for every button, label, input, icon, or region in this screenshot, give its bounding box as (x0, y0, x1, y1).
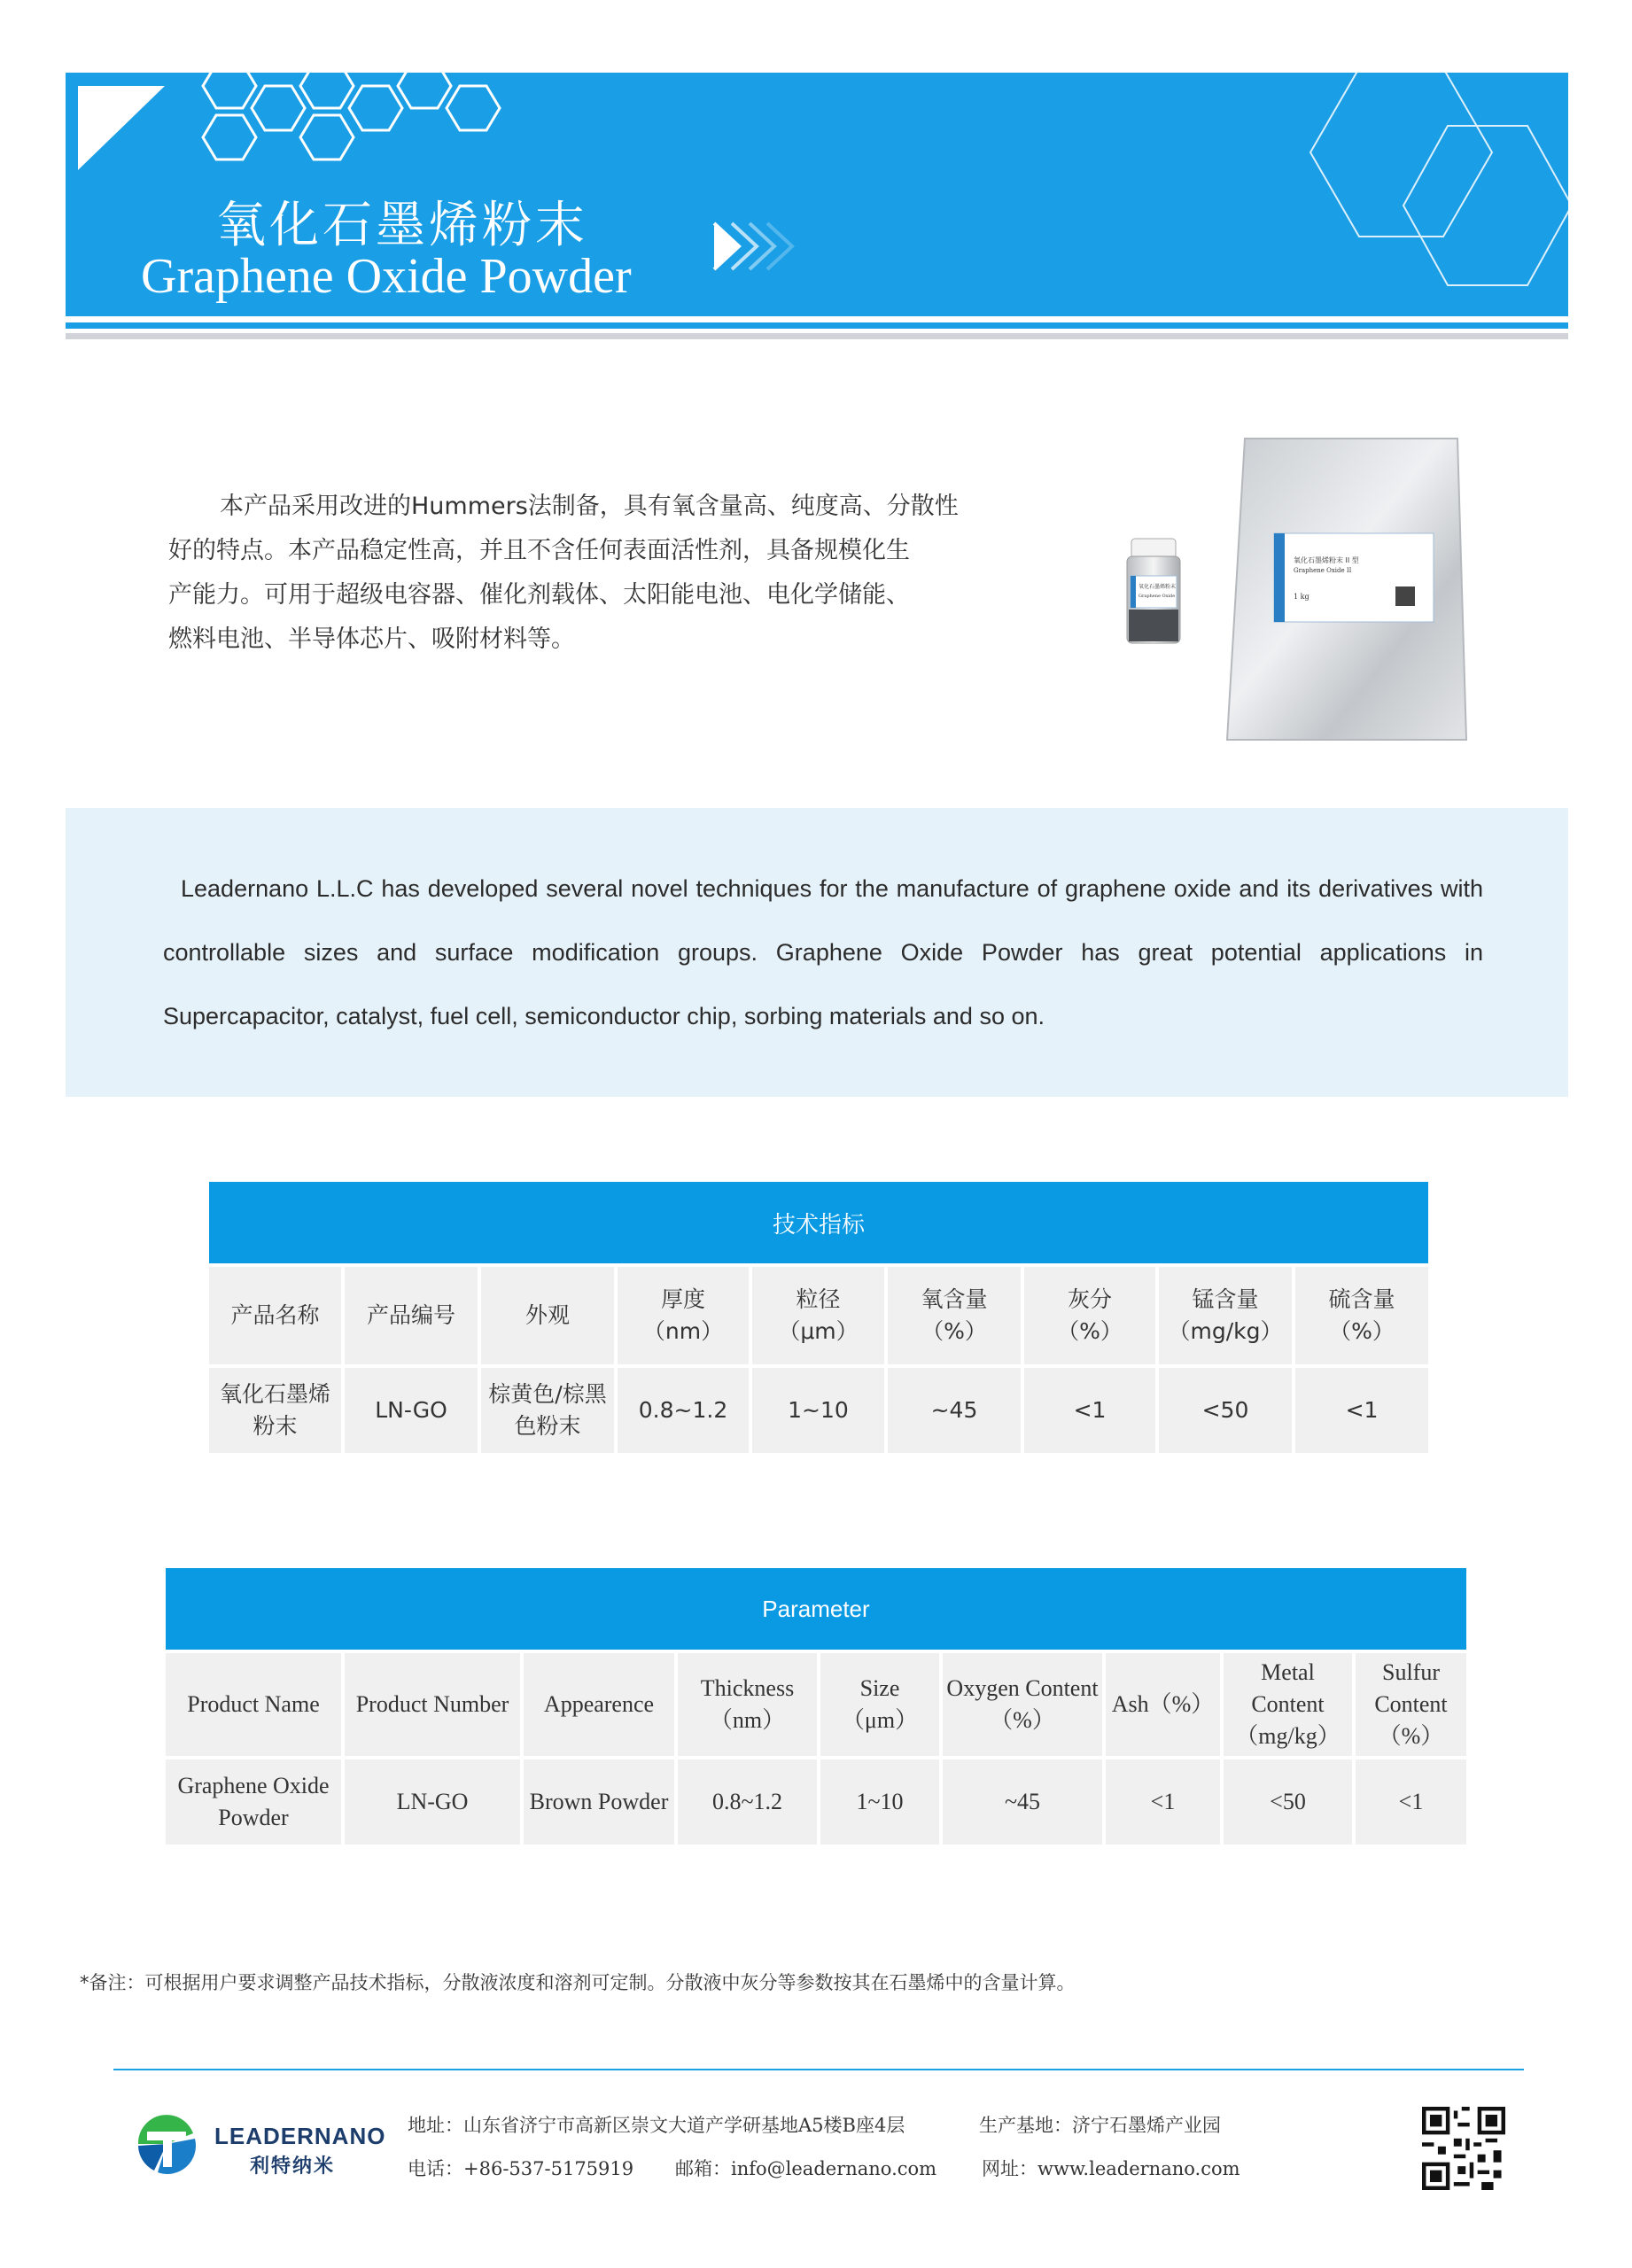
table-header-cell (524, 1653, 674, 1756)
header-text: 硫含量 (1328, 1286, 1395, 1312)
banner-stripe-blue (66, 322, 1568, 329)
logo-text-cn: 利特纳米 (250, 2155, 336, 2178)
table-header-cell (209, 1267, 341, 1364)
header-text: Content (1374, 1691, 1448, 1717)
description-text-en: Leadernano L.L.C has developed several novel techniques for the manufacture of graphene oxide and its derivatives with controllable sizes and surface modification groups. Graphene Oxide Powder has great potential applications in Supercapacitor, catalyst, fuel cell, semiconductor chip, sorbing materials and so on. (163, 875, 1483, 1029)
cell-text: <1 (1345, 1397, 1379, 1423)
header-text: Ash（%） (1111, 1691, 1215, 1717)
table-header-cell (1356, 1653, 1466, 1756)
qr-code-icon (1422, 2107, 1505, 2190)
table-header-cell (1224, 1653, 1352, 1756)
header-text: 产品名称 (230, 1302, 320, 1328)
header-text: （μm） (841, 1707, 919, 1733)
header-text: （nm） (642, 1318, 724, 1344)
bottle-label-en: Graphene Oxide (1139, 594, 1176, 599)
header-text: （%） (1378, 1723, 1444, 1749)
bag-weight: 1 kg (1294, 593, 1309, 601)
table-header-cell (1295, 1267, 1428, 1364)
header-text: Metal (1261, 1659, 1315, 1685)
bag-label-en: Graphene Oxide II (1294, 567, 1352, 574)
table-data-cell (943, 1759, 1102, 1845)
cell-text: 1~10 (856, 1789, 904, 1814)
header-text: 厚度 (660, 1286, 705, 1312)
cell-text: Powder (218, 1805, 289, 1830)
cell-text: Graphene Oxide (177, 1773, 330, 1798)
product-photo (1107, 434, 1480, 753)
table-data-cell (345, 1759, 520, 1845)
table-data-cell (166, 1759, 341, 1845)
header-text: （mg/kg） (1235, 1723, 1341, 1749)
footer-address: 地址：山东省济宁市高新区崇文大道产学研基地A5楼B座4层 (408, 2115, 905, 2136)
header-text: Sulfur (1382, 1659, 1440, 1685)
cell-text: 粉末 (253, 1413, 298, 1439)
cell-text: <1 (1073, 1397, 1107, 1423)
cell-text: <1 (1398, 1789, 1424, 1814)
header-text: （μm） (778, 1318, 859, 1344)
table-data-cell (820, 1759, 939, 1845)
cell-text: <50 (1201, 1397, 1249, 1423)
table-data-cell (1106, 1759, 1220, 1845)
table-data-cell (1356, 1759, 1466, 1845)
table-data-cell (1024, 1368, 1155, 1453)
header-text: Content (1251, 1691, 1325, 1717)
table-header-cell (820, 1653, 939, 1756)
table-data-cell (209, 1368, 341, 1453)
header-text: Thickness (700, 1675, 795, 1701)
table-header-cell (618, 1267, 749, 1364)
table-data-cell (1295, 1368, 1428, 1453)
table-header-cell (752, 1267, 884, 1364)
table-data-cell (481, 1368, 614, 1453)
header-text: 灰分 (1067, 1286, 1112, 1312)
cell-text: 1~10 (788, 1397, 849, 1423)
header-text: （%） (921, 1318, 987, 1344)
header-text: （%） (1057, 1318, 1123, 1344)
table-header-cell (1159, 1267, 1292, 1364)
header-text: 氧含量 (921, 1286, 988, 1312)
header-text: 锰含量 (1192, 1286, 1259, 1312)
table-header-cell (166, 1653, 341, 1756)
header-text: Product Name (187, 1691, 320, 1717)
footer-phone: 电话：+86-537-5175919 (408, 2158, 634, 2179)
header-text: Appearence (543, 1691, 655, 1717)
footer-email[interactable]: 邮箱：info@leadernano.com (675, 2158, 937, 2179)
cell-text: 色粉末 (514, 1413, 581, 1439)
intro-paragraph-cn (168, 485, 1010, 662)
table-header-cell (943, 1653, 1102, 1756)
banner-stripe-gray (66, 333, 1568, 339)
table-data-cell (1224, 1759, 1352, 1845)
table-header-cell (1106, 1653, 1220, 1756)
footnote: *备注：可根据用户要求调整产品技术指标，分散液浓度和溶剂可定制。分散液中灰分等参数按其在石墨烯中的含量计算。 (80, 1972, 1076, 1993)
header-text: 粒径 (796, 1286, 841, 1312)
cell-text: LN-GO (396, 1789, 469, 1814)
cell-text: 棕黄色/棕黑 (488, 1381, 607, 1407)
description-box (66, 808, 1568, 1097)
table-header-cell (678, 1653, 817, 1756)
header-text: Size (859, 1675, 900, 1701)
footer-production-base: 生产基地：济宁石墨烯产业园 (979, 2115, 1221, 2136)
header-text: （%） (1329, 1318, 1395, 1344)
header-text: 产品编号 (366, 1302, 455, 1328)
cell-text: 0.8~1.2 (638, 1397, 728, 1423)
table-title: Parameter (166, 1568, 1466, 1650)
table-data-cell (345, 1368, 478, 1453)
header-text: Product Number (355, 1691, 509, 1717)
footer-divider (113, 2069, 1524, 2070)
table-header-cell (1024, 1267, 1155, 1364)
intro-line: 燃料电池、半导体芯片、吸附材料等。 (168, 625, 575, 653)
footer-website[interactable]: 网址：www.leadernano.com (982, 2158, 1240, 2179)
intro-line: 本产品采用改进的Hummers法制备，具有氧含量高、纯度高、分散性 (220, 493, 959, 520)
table-data-cell (888, 1368, 1021, 1453)
table-header-cell (888, 1267, 1021, 1364)
bag-label: 氧化石墨烯粉末 II 型 (1294, 556, 1359, 564)
cell-text: ~45 (930, 1397, 978, 1423)
header-text: 外观 (525, 1302, 570, 1328)
header-text: Oxygen Content (946, 1675, 1099, 1701)
cell-text: LN-GO (375, 1397, 447, 1423)
table-header-cell (481, 1267, 614, 1364)
header-banner (66, 73, 1568, 316)
page-title-cn: 氧化石墨烯粉末 (216, 197, 588, 254)
bottle-label: 氧化石墨烯粉末 (1139, 584, 1177, 590)
cell-text: ~45 (1004, 1789, 1041, 1814)
table-data-cell (618, 1368, 749, 1453)
cell-text: <50 (1270, 1789, 1306, 1814)
cell-text: <1 (1150, 1789, 1176, 1814)
table-data-cell (1159, 1368, 1292, 1453)
intro-line: 产能力。可用于超级电容器、催化剂载体、太阳能电池、电化学储能、 (168, 581, 910, 609)
header-text: （mg/kg） (1168, 1318, 1283, 1344)
logo-text-en: LEADERNANO (214, 2123, 386, 2149)
cell-text: 0.8~1.2 (711, 1789, 783, 1814)
header-text: （%） (990, 1707, 1055, 1733)
cell-text: 氧化石墨烯 (219, 1381, 330, 1407)
table-data-cell (752, 1368, 884, 1453)
table-header-cell (345, 1653, 520, 1756)
header-text: （nm） (709, 1707, 786, 1733)
cell-text: Brown Powder (529, 1789, 669, 1814)
table-data-cell (524, 1759, 674, 1845)
table-title: 技术指标 (209, 1182, 1428, 1263)
intro-line: 好的特点。本产品稳定性高，并且不含任何表面活性剂，具备规模化生 (168, 537, 910, 564)
page-title-en: Graphene Oxide Powder (141, 249, 632, 304)
table-header-cell (345, 1267, 478, 1364)
table-data-cell (678, 1759, 817, 1845)
